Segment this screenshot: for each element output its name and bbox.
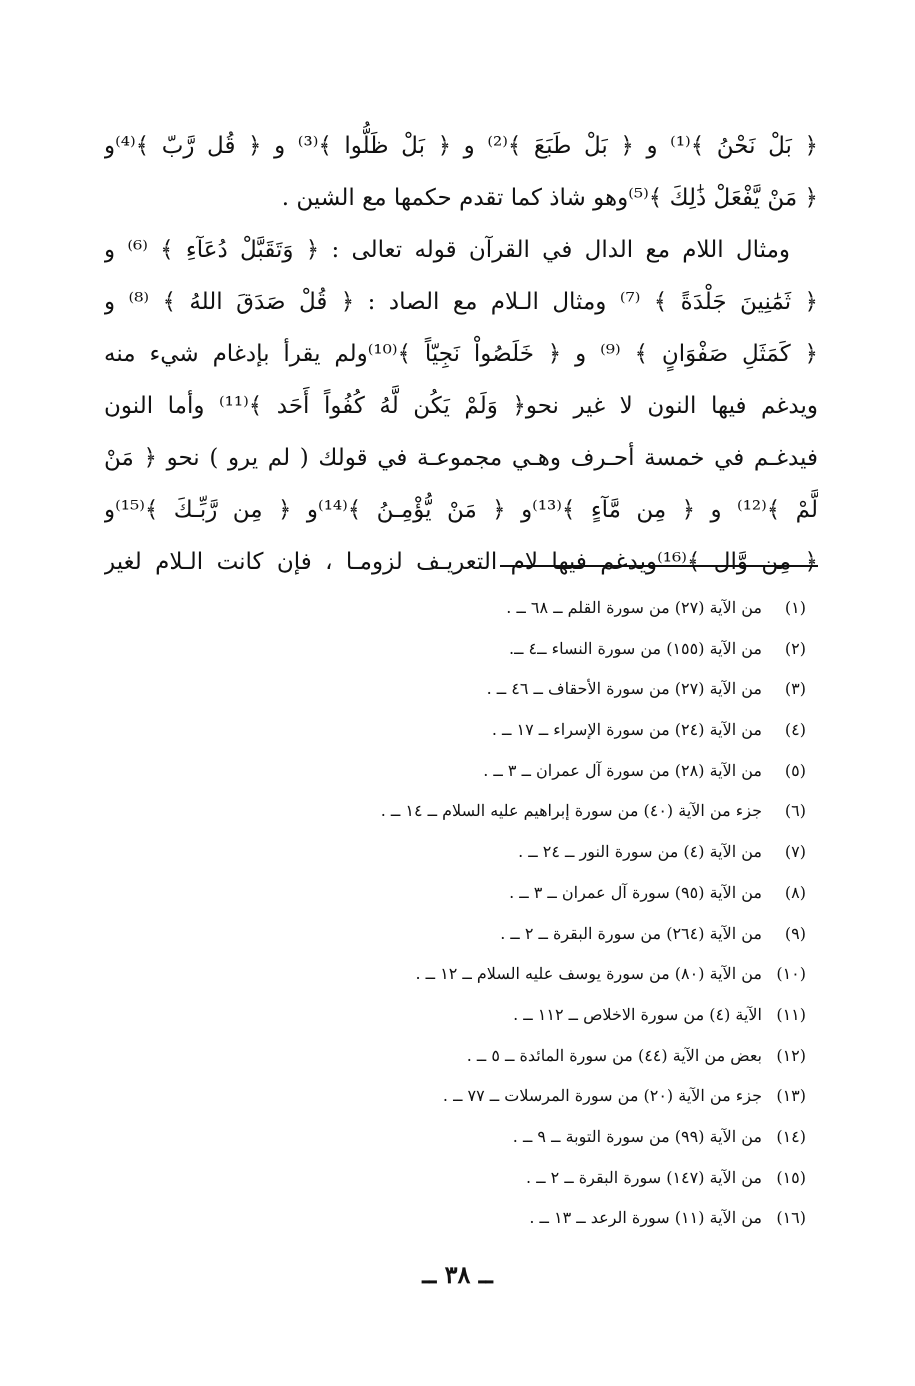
footnote-number: (١١): [776, 1004, 806, 1024]
footnote-text: من الآية (٩٩) من سورة التوبة ــ ٩ ــ .: [512, 1126, 762, 1146]
footnote-item: [280, 1076, 806, 1117]
footnote-number: (١٢): [776, 1045, 806, 1065]
footnote-item: [280, 995, 806, 1036]
footnote-number: (١): [784, 598, 806, 617]
footnote-item: [280, 873, 806, 914]
footnotes-list: [280, 588, 806, 1239]
text-line: ويدغم فيها النون لا غير نحو﴿ وَلَمْ يَكُن لَّهُ كُفُواً أَحَد ﴾⁽¹¹⁾ وأما النون: [104, 393, 818, 419]
footnote-text: من الآية (٩٥) سورة آل عمران ــ ٣ ــ .: [509, 882, 762, 902]
text-line: ﴿ كَمَثَلِ صَفْوَانٍ ﴾ ⁽⁹⁾ و ﴿ خَلَصُواْ نَجِيّاً ﴾⁽¹⁰⁾ولم يقرأ بإدغام شيء منه: [104, 341, 818, 367]
text-line: ومثال اللام مع الدال في القرآن قوله تعالى : ﴿ وَتَقَبَّلْ دُعَآءِ ﴾ ⁽⁶⁾ و: [104, 237, 790, 263]
footnote-text: الآية (٤) من سورة الاخلاص ــ ١١٢ ــ .: [513, 1004, 762, 1024]
footnote-number: (١٠): [776, 964, 806, 984]
footnote-number: (٧): [784, 842, 806, 862]
footnote-number: (١٦): [776, 1208, 806, 1228]
footnote-item: [280, 791, 806, 832]
footnote-text: من الآية (١٥٥) من سورة النساء ــ٤ ــ.: [509, 638, 762, 658]
footnote-number: (٦): [784, 801, 806, 821]
text-line: ﴿ مِن وَّال ﴾⁽¹⁶⁾ويدغم فيها لام التعريـف لزومـا ، فإن كانت الـلام لغير: [104, 549, 818, 575]
footnote-text: من الآية (٤) من سورة النور ــ ٢٤ ــ .: [518, 842, 762, 862]
footnote-text: من الآية (٢٦٤) من سورة البقرة ــ ٢ ــ .: [500, 923, 762, 943]
footnote-item: [280, 751, 806, 792]
footnote-item: [280, 669, 806, 710]
footnote-number: (٩): [784, 923, 806, 943]
footnote-number: (١٣): [776, 1086, 806, 1106]
footnote-item: [280, 954, 806, 995]
footnote-number: (٥): [784, 760, 806, 780]
footnote-text: جزء من الآية (٤٠) من سورة إبراهيم عليه السلام ــ ١٤ ــ .: [380, 801, 762, 821]
main-text: [104, 120, 818, 588]
text-line: لَّمْ ﴾⁽¹²⁾ و ﴿ مِن مَّآءٍ ﴾⁽¹³⁾و ﴿ مَنْ يُّؤْمِـنُ ﴾⁽¹⁴⁾و ﴿ مِن رَّبِّـكَ ﴾⁽¹⁵⁾و: [104, 497, 818, 523]
footnote-item: [280, 914, 806, 955]
footnote-number: (٢): [784, 638, 806, 658]
footnote-number: (٤): [784, 720, 806, 740]
footnote-item: [280, 1036, 806, 1077]
text-line: فيدغـم في خمسة أحـرف وهـي مجموعـة في قولك ( لم يرو ) نحو ﴿ مَنْ: [104, 445, 818, 471]
footnote-text: من الآية (٨٠) من سورة يوسف عليه السلام ــ ١٢ ــ .: [415, 964, 762, 984]
footnote-text: بعض من الآية (٤٤) من سورة المائدة ــ ٥ ــ .: [466, 1045, 762, 1065]
footnote-number: (٣): [784, 679, 806, 699]
footnote-text: من الآية (٢٧) من سورة الأحقاف ــ ٤٦ ــ .: [486, 679, 762, 699]
footnote-item: [280, 1117, 806, 1158]
footnote-text: من الآية (٢٨) من سورة آل عمران ــ ٣ ــ .: [483, 760, 762, 780]
footnote-text: جزء من الآية (٢٠) من سورة المرسلات ــ ٧٧ ــ .: [442, 1086, 762, 1106]
text-line: ﴿ ثَمَٰنِينَ جَلْدَةً ﴾ ⁽⁷⁾ ومثال الـلام مع الصاد : ﴿ قُلْ صَدَقَ اللهُ ﴾ ⁽⁸⁾ و: [104, 289, 818, 315]
footnote-item: [280, 1198, 806, 1239]
footnote-item: [280, 1158, 806, 1199]
text-line: ﴿ مَنْ يَّفْعَلْ ذَٰلِكَ ﴾⁽⁵⁾وهو شاذ كما تقدم حكمها مع الشين .: [281, 185, 818, 211]
footnote-number: (٨): [784, 882, 806, 902]
footnote-number: (١٥): [776, 1167, 806, 1187]
text-line: ﴿ بَلْ نَحْنُ ﴾⁽¹⁾ و ﴿ بَلْ طَبَعَ ﴾⁽²⁾ و ﴿ بَلْ ظَلُّوا ﴾⁽³⁾ و ﴿ قُل رَّبّ ﴾⁽⁴⁾و: [104, 133, 818, 159]
footnote-number: (١٤): [776, 1126, 806, 1146]
footnote-item: [280, 588, 806, 629]
footnote-item: [280, 710, 806, 751]
footnote-text: من الآية (٢٤) من سورة الإسراء ــ ١٧ ــ .: [491, 720, 762, 740]
footnote-item: [280, 629, 806, 670]
page-number: ــ ٣٨ ــ: [422, 1260, 493, 1289]
footnote-text: من الآية (١١) سورة الرعد ــ ١٣ ــ .: [529, 1208, 762, 1228]
footnote-divider: [500, 565, 818, 567]
footnote-item: [280, 832, 806, 873]
footnote-text: من الآية (٢٧) من سورة القلم ــ ٦٨ ــ .: [506, 598, 762, 617]
footnote-text: من الآية (١٤٧) سورة البقرة ــ ٢ ــ .: [526, 1167, 762, 1187]
